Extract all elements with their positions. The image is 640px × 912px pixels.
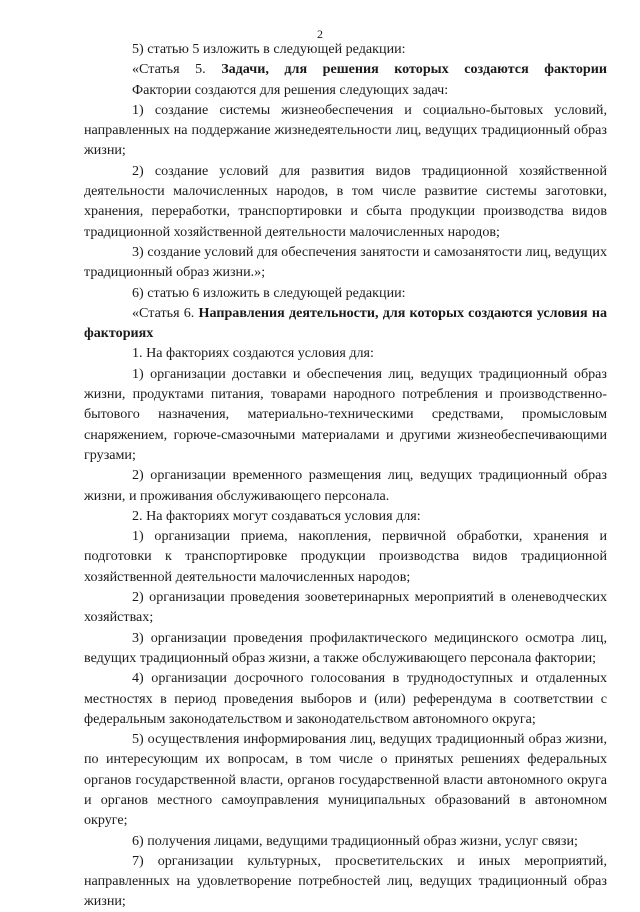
paragraph-part-2-item-4: 4) организации досрочного голосования в труднодоступных и отдаленных местностях в период проведения выборов и (или) референдума в соответствии с федеральным законодательством и законодательством автономного округа; <box>84 670 607 727</box>
document-body <box>84 39 607 912</box>
article-5-label: «Статья 5. <box>132 61 222 78</box>
article-6-title: Направления деятельности, для которых создаются условия на факториях <box>84 304 607 342</box>
paragraph-part-2-item-5: 5) осуществления информирования лиц, ведущих традиционный образ жизни, по интересующим их вопросам, в том числе о принятых решениях федеральных органов государственной власти, органов государственной власти автономного округа и органов местного самоуправления муниципальных образований в автономном округе; <box>84 731 607 829</box>
article-6-heading <box>84 303 607 344</box>
paragraph-part-2-item-2: 2) организации проведения зооветеринарных мероприятий в оленеводческих хозяйствах; <box>84 589 607 626</box>
page-number: 2 <box>317 27 323 41</box>
paragraph-part-2-intro: 2. На факториях могут создаваться условия для: <box>132 507 421 524</box>
paragraph-part-2-item-1: 1) организации приема, накопления, первичной обработки, хранения и подготовки к транспортировке продукции производства видов традиционной хозяйственной деятельности малочисленных народов; <box>84 528 607 585</box>
paragraph-task-2: 2) создание условий для развития видов традиционной хозяйственной деятельности малочисленных народов, в том числе развитие системы заготовки, хранения, переработки, транспортировки и сбыта продукции производства видов традиционной хозяйственной деятельности малочисленных народов; <box>84 162 607 240</box>
paragraph-task-1: 1) создание системы жизнеобеспечения и социально-бытовых условий, направленных на поддержание жизнедеятельности лиц, ведущих традиционный образ жизни; <box>84 101 607 159</box>
article-6-label: «Статья 6. <box>132 304 199 321</box>
paragraph-tasks-intro: Фактории создаются для решения следующих задач: <box>132 81 449 98</box>
paragraph-intro-article-5: 5) статью 5 изложить в следующей редакции: <box>132 41 406 57</box>
article-5-title: Задачи, для решения которых создаются фактории <box>221 61 608 78</box>
paragraph-intro-article-6: 6) статью 6 изложить в следующей редакции: <box>132 284 406 301</box>
paragraph-part-1-item-2: 2) организации временного размещения лиц, ведущих традиционный образ жизни, и проживания обслуживающего персонала. <box>84 467 607 504</box>
paragraph-part-1-item-1: 1) организации доставки и обеспечения лиц, ведущих традиционный образ жизни, продуктами питания, товарами народного потребления и производственно-бытового назначения, материально-техническими средствами, промысловым снаряжением, горюче-смазочными материалами и другими жизнеобеспечивающими грузами; <box>84 365 607 463</box>
paragraph-part-2-item-3: 3) организации проведения профилактического медицинского осмотра лиц, ведущих традиционный образ жизни, а также обслуживающего персонала фактории; <box>84 629 607 666</box>
paragraph-part-2-item-7: 7) организации культурных, просветительских и иных мероприятий, направленных на удовлетворение потребностей лиц, ведущих традиционный образ жизни; <box>84 852 607 910</box>
paragraph-part-2-item-6: 6) получения лицами, ведущими традиционный образ жизни, услуг связи; <box>132 832 578 849</box>
article-5-heading <box>84 59 607 79</box>
paragraph-task-3: 3) создание условий для обеспечения занятости и самозанятости лиц, ведущих традиционный образ жизни.»; <box>84 243 607 281</box>
paragraph-part-1-intro: 1. На факториях создаются условия для: <box>132 345 374 362</box>
